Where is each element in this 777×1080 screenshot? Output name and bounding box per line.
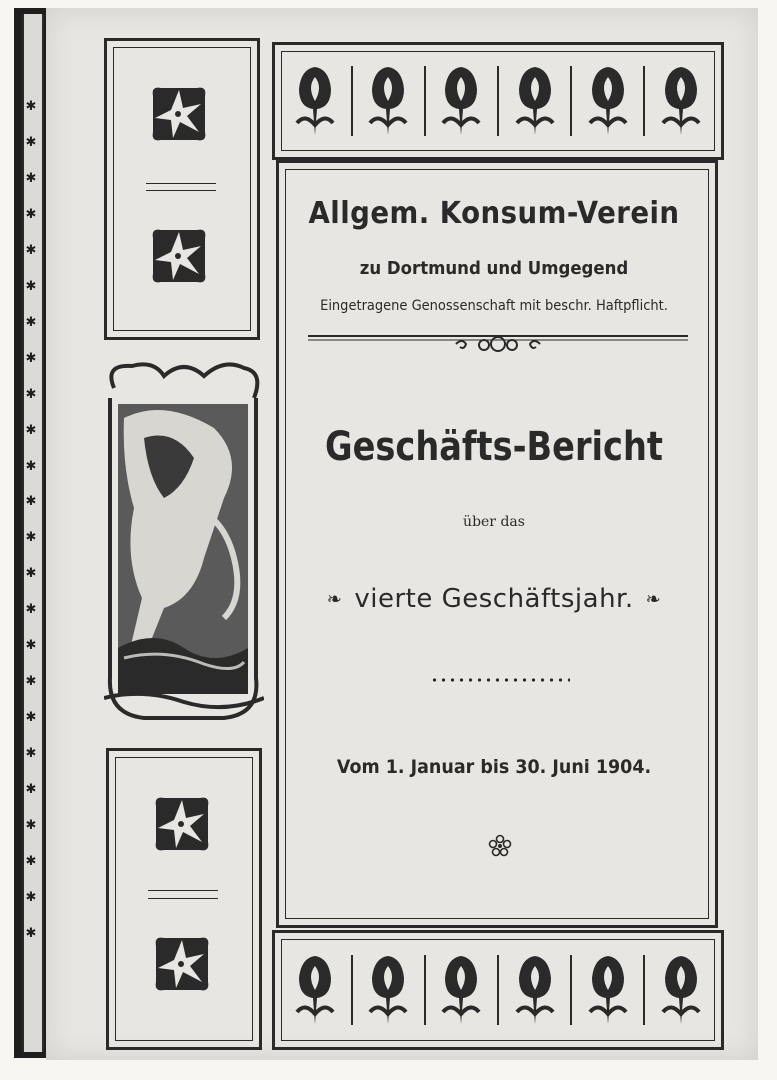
tulip-row xyxy=(295,945,701,1035)
registration-note: Eingetragene Genossenschaft mit beschr. Haftpflicht. xyxy=(320,298,668,314)
lily-flower-icon xyxy=(150,792,214,856)
ornament-divider xyxy=(146,190,216,191)
fiscal-year-text: vierte Geschäftsjahr. xyxy=(354,584,634,614)
tulip-icon xyxy=(661,952,701,1028)
band-divider xyxy=(570,955,572,1025)
band-divider xyxy=(643,955,645,1025)
tulip-icon xyxy=(368,63,408,139)
association-location: zu Dortmund und Umgegend xyxy=(359,258,629,279)
band-divider xyxy=(570,66,572,136)
leaf-bullet-icon: ❧ xyxy=(326,589,343,610)
lily-flower-icon xyxy=(150,932,214,996)
band-divider xyxy=(497,955,499,1025)
dotted-divider xyxy=(430,676,570,684)
band-divider xyxy=(643,66,645,136)
bottom-tulip-band xyxy=(272,930,724,1050)
tulip-icon xyxy=(588,952,628,1028)
spine-star-pattern: ✱ ✱ ✱ ✱ ✱ ✱ ✱ ✱ ✱ ✱ ✱ ✱ ✱ ✱ ✱ ✱ ✱ ✱ ✱ ✱ ✱ ✱ ✱ ✱ xyxy=(25,99,37,941)
band-divider xyxy=(351,66,353,136)
report-heading: Geschäfts-Bericht xyxy=(325,424,663,470)
fiscal-year-line xyxy=(276,584,712,614)
hermes-figure-illustration xyxy=(104,358,264,730)
band-divider xyxy=(351,955,353,1025)
small-flower-icon xyxy=(488,834,512,858)
scroll-ornament-icon xyxy=(306,330,690,354)
tulip-icon xyxy=(295,952,335,1028)
tulip-icon xyxy=(588,63,628,139)
tulip-icon xyxy=(515,952,555,1028)
tulip-icon xyxy=(441,63,481,139)
ornament-divider xyxy=(148,898,218,899)
ornament-divider xyxy=(146,183,216,184)
ornament-divider xyxy=(148,890,218,891)
report-period: Vom 1. Januar bis 30. Juni 1904. xyxy=(336,756,652,778)
lily-flower-icon xyxy=(147,82,211,146)
association-title: Allgem. Konsum-Verein xyxy=(308,196,680,231)
connector-text: über das xyxy=(463,514,525,530)
top-tulip-band xyxy=(272,42,724,160)
tulip-icon xyxy=(515,63,555,139)
tulip-icon xyxy=(441,952,481,1028)
band-divider xyxy=(424,66,426,136)
lily-flower-icon xyxy=(147,224,211,288)
tulip-icon xyxy=(661,63,701,139)
band-divider xyxy=(497,66,499,136)
leaf-bullet-icon: ❧ xyxy=(645,589,662,610)
tulip-icon xyxy=(368,952,408,1028)
band-divider xyxy=(424,955,426,1025)
tulip-row xyxy=(295,57,701,145)
tulip-icon xyxy=(295,63,335,139)
